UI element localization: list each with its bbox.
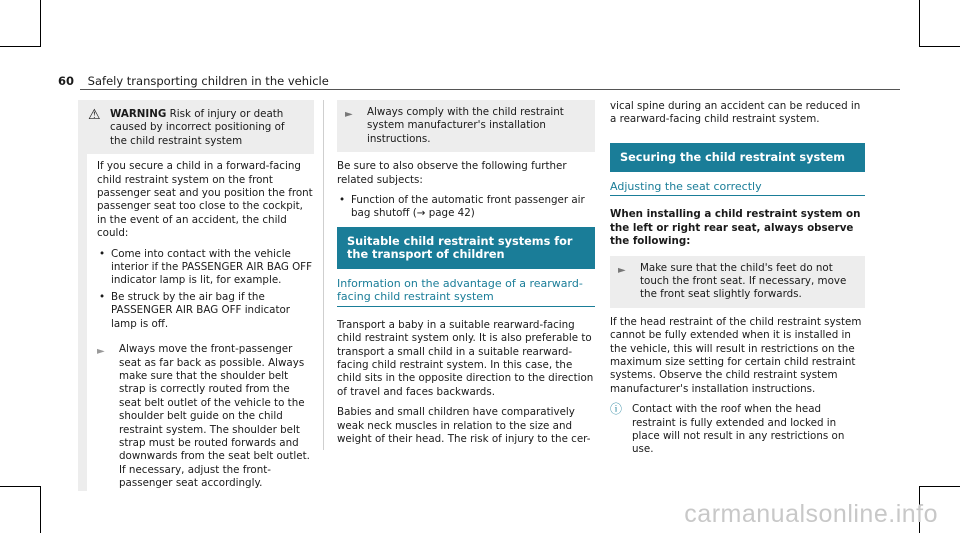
related-bullets xyxy=(337,194,595,221)
paragraph: If the head restraint of the child restraint system cannot be fully extended when it is installed in the vehicle, this will result in restrictions on the maximum size setting for certain child restraint systems. Observe the child restraint system manufacturer's installation instructions. xyxy=(610,315,862,395)
warning-triangle-icon: ⚠ xyxy=(88,107,101,123)
crop-mark xyxy=(920,46,960,47)
column-1 xyxy=(78,100,314,491)
crop-mark xyxy=(0,46,40,47)
warning-paragraph: If you secure a child in a forward-facing child restraint system on the front passenger seat and you position the front passenger seat too close to the cockpit, in the event of an accident, the child could: xyxy=(97,160,313,240)
instruction-note xyxy=(610,256,865,308)
info-text: Contact with the roof when the head restraint is fully extended and locked in place will not result in any restrictions on use. xyxy=(632,403,845,456)
warning-box xyxy=(78,100,314,154)
section-heading: Securing the child restraint system xyxy=(610,143,865,172)
list-item: • Function of the automatic front passenger air bag shutoff (→ page 42) xyxy=(337,194,595,221)
info-icon: ⓘ xyxy=(610,402,623,417)
action-arrow-icon: ► xyxy=(618,264,626,276)
warning-label: WARNING xyxy=(110,108,167,120)
paragraph: vical spine during an accident can be reduced in a rearward-facing child restraint system. xyxy=(610,100,861,126)
column-divider xyxy=(323,100,324,450)
crop-mark xyxy=(40,486,41,533)
paragraph: Transport a baby in a suitable rearward-facing child restraint system only. It is also preferable to transport a small child in a suitable rearward-facing child restraint system. In this case, the child sits in the opposite direction to the direction of travel and faces backwards. xyxy=(337,318,594,398)
action-arrow-icon: ► xyxy=(345,109,353,120)
info-note xyxy=(610,403,865,457)
subsection-heading: Information on the advantage of a rearward-facing child restraint system xyxy=(337,277,595,307)
page-number: 60 xyxy=(58,74,75,88)
bold-paragraph: When installing a child restraint system on the left or right rear seat, always observe the following: xyxy=(610,208,861,248)
crop-mark xyxy=(0,486,40,487)
column-3 xyxy=(610,100,865,457)
paragraph: Babies and small children have comparatively weak neck muscles in relation to the size and weight of their head. The risk of injury to the cer- xyxy=(337,406,591,446)
warning-text: Risk of injury or death caused by incorrect positioning of the child restraint system xyxy=(110,108,285,147)
subsection-heading: Adjusting the seat correctly xyxy=(610,180,865,197)
warning-bullets xyxy=(97,248,314,331)
warning-body xyxy=(78,154,314,490)
watermark: carmanualsonline.info xyxy=(684,500,938,528)
action-step xyxy=(97,343,314,490)
page-title: Safely transporting children in the vehicle xyxy=(87,74,329,88)
crop-mark xyxy=(920,486,960,487)
list-item: • Be struck by the air bag if the PASSENGER AIR BAG OFF indicator lamp is off. xyxy=(97,291,314,331)
paragraph: Be sure to also observe the following further related subjects: xyxy=(337,160,567,186)
column-2 xyxy=(337,100,595,454)
instruction-note xyxy=(337,100,595,152)
instruction-text: Make sure that the child's feet do not touch the front seat. If necessary, move the front seat slightly forwards. xyxy=(640,261,847,301)
list-item: • Come into contact with the vehicle interior if the PASSENGER AIR BAG OFF indicator lamp is lit, for example. xyxy=(97,248,314,288)
action-arrow-icon: ► xyxy=(97,346,105,358)
page-header xyxy=(58,74,329,88)
crop-mark xyxy=(919,0,920,47)
instruction-text: Always comply with the child restraint system manufacturer's installation instructions. xyxy=(367,106,564,145)
section-heading: Suitable child restraint systems for the transport of children xyxy=(337,227,595,269)
header-rule xyxy=(80,89,900,90)
action-text: Always move the front-passenger seat as far back as possible. Always make sure that the shoulder belt strap is correctly routed from the seat belt outlet of the vehicle to the shoulder belt guide on the child restraint system. The shoulder belt strap must be routed forwards and downwards from the seat belt outlet. If necessary, adjust the front-passenger seat accordingly. xyxy=(119,343,310,490)
crop-mark xyxy=(40,0,41,47)
